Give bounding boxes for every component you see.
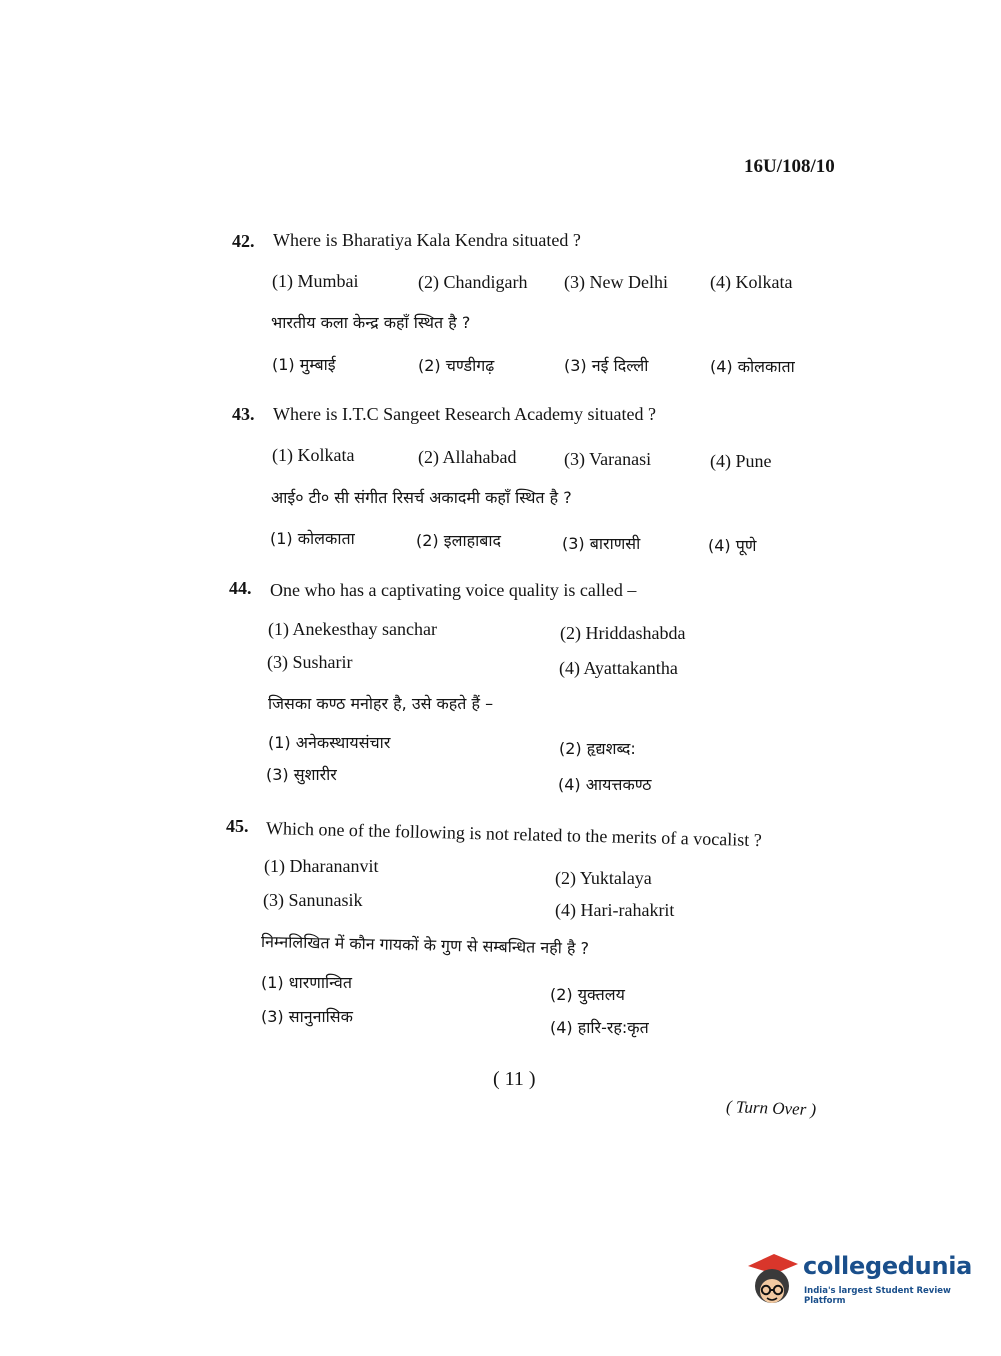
option-en: (4) Hari-rahakrit [555, 900, 675, 920]
option-hi: (1) मुम्बाई [272, 355, 336, 374]
option-en: (2) Allahabad [418, 447, 517, 467]
option-en: (2) Chandigarh [418, 272, 528, 292]
question-text-hi: निम्नलिखित में कौन गायकों के गुण से सम्बन्धित नही है ? [260, 932, 590, 958]
option-en: (4) Ayattakantha [559, 658, 678, 678]
page-number: ( 11 ) [493, 1068, 536, 1090]
option-hi: (1) धारणान्वित [261, 973, 352, 992]
question-number: 44. [229, 578, 252, 598]
option-hi: (4) कोलकाता [710, 357, 795, 376]
question-text-en: Where is Bharatiya Kala Kendra situated ? [273, 230, 581, 250]
question-number: 42. [232, 231, 255, 251]
question-number: 45. [226, 816, 249, 836]
collegedunia-logo [744, 1250, 974, 1310]
mascot-icon [744, 1250, 800, 1310]
option-hi: (3) सानुनासिक [261, 1007, 353, 1026]
brand-tagline: India's largest Student Review Platform [804, 1286, 951, 1306]
option-en: (2) Yuktalaya [555, 868, 652, 888]
question-text-hi: जिसका कण्ठ मनोहर है, उसे कहते हैं – [268, 694, 494, 713]
question-number: 43. [232, 404, 255, 424]
option-en: (3) Sanunasik [263, 890, 363, 910]
option-en: (3) New Delhi [564, 272, 668, 292]
option-hi: (4) पूणे [708, 536, 757, 555]
option-en: (1) Mumbai [272, 271, 359, 291]
turn-over-note: ( Turn Over ) [725, 1097, 817, 1120]
option-hi: (2) युक्तलय [550, 985, 625, 1004]
option-hi: (3) नई दिल्ली [564, 356, 649, 375]
option-en: (1) Anekesthay sanchar [268, 619, 437, 639]
option-hi: (2) हृद्यशब्द: [559, 739, 636, 758]
option-en: (1) Dharananvit [264, 856, 379, 876]
question-text-en: Which one of the following is not related to the merits of a vocalist ? [265, 818, 762, 851]
option-hi: (4) हारि-रह:कृत [550, 1018, 649, 1037]
question-text-hi: भारतीय कला केन्द्र कहाँ स्थित है ? [271, 313, 471, 332]
option-en: (4) Kolkata [710, 272, 793, 292]
option-hi: (3) बाराणसी [562, 534, 641, 553]
option-hi: (4) आयत्तकण्ठ [558, 775, 652, 794]
option-hi: (3) सुशारीर [266, 765, 337, 784]
option-en: (1) Kolkata [272, 445, 355, 465]
option-hi: (2) इलाहाबाद [416, 531, 502, 550]
question-text-en: One who has a captivating voice quality is called – [270, 580, 637, 600]
option-en: (3) Varanasi [564, 449, 652, 469]
question-text-en: Where is I.T.C Sangeet Research Academy situated ? [273, 404, 657, 424]
option-en: (3) Susharir [267, 652, 353, 672]
option-en: (2) Hriddashabda [560, 623, 686, 643]
option-en: (4) Pune [710, 451, 772, 471]
brand-name: collegedunia [803, 1252, 973, 1280]
question-text-hi: आई० टी० सी संगीत रिसर्च अकादमी कहाँ स्थित है ? [271, 488, 572, 507]
option-hi: (2) चण्डीगढ़ [418, 356, 495, 375]
option-hi: (1) कोलकाता [270, 529, 355, 548]
paper-code: 16U/108/10 [744, 156, 835, 177]
option-hi: (1) अनेकस्थायसंचार [268, 733, 391, 752]
